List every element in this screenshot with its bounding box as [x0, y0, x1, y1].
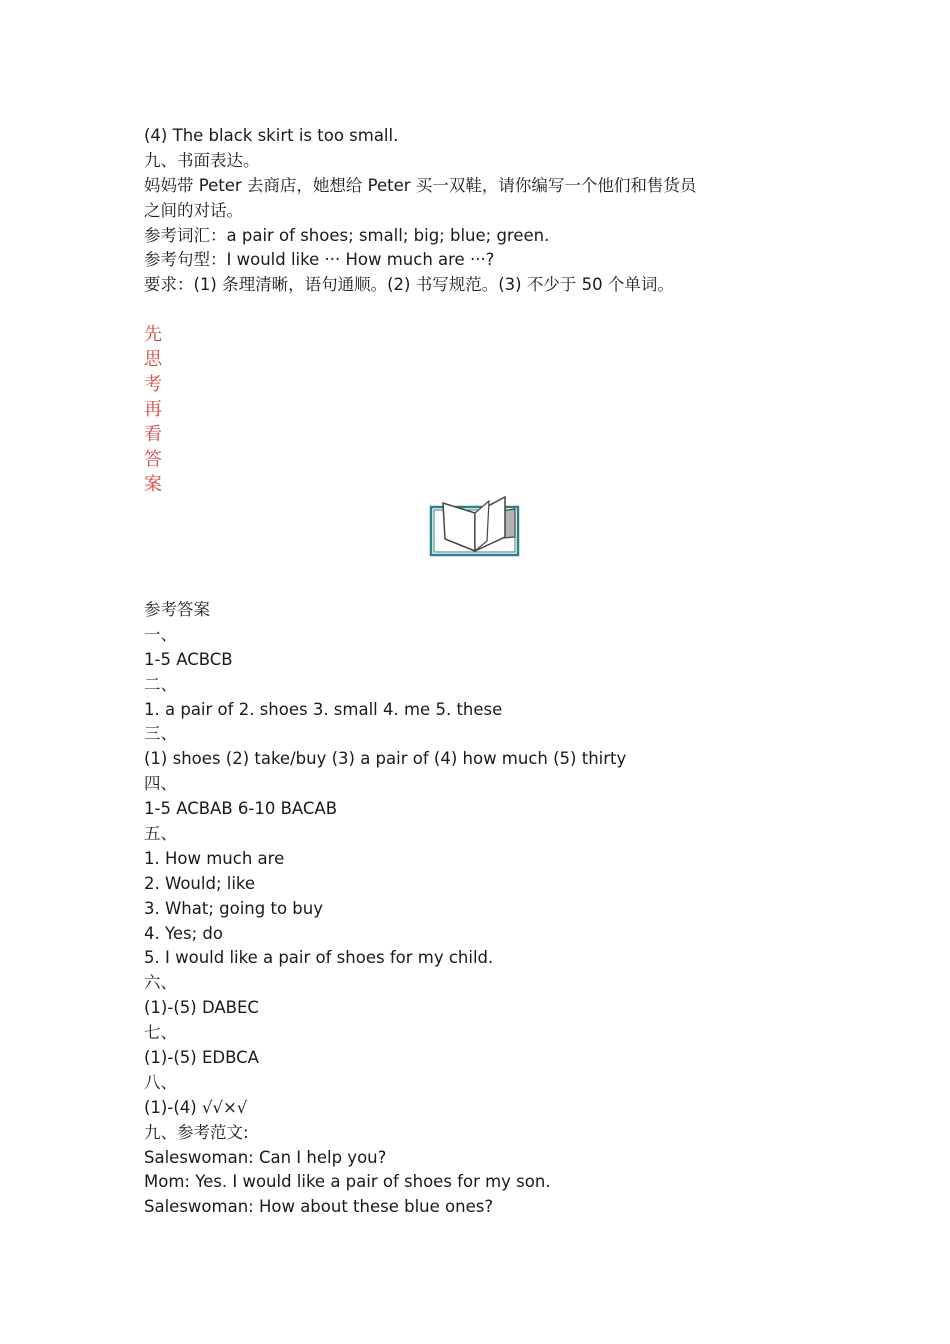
writing-prompt-line-2: 之间的对话。 [144, 200, 243, 220]
writing-prompt-line-1: 妈妈带 Peter 去商店，她想给 Peter 买一双鞋，请你编写一个他们和售货员 [144, 175, 697, 195]
answer-line: Mom: Yes. I would like a pair of shoes for my son. [144, 1172, 551, 1192]
answer-line: 三、 [144, 724, 177, 744]
think-first-prompt [144, 323, 844, 497]
answer-line: 一、 [144, 624, 177, 644]
prompt-char: 再 [144, 398, 162, 420]
answer-line: 七、 [144, 1023, 177, 1043]
answer-line: Saleswoman: How about these blue ones? [144, 1197, 494, 1217]
answer-line: (1)-(5) EDBCA [144, 1048, 259, 1068]
answer-line: 六、 [144, 973, 177, 993]
requirements: 要求：(1) 条理清晰，语句通顺。(2) 书写规范。(3) 不少于 50 个单词。 [144, 275, 674, 295]
reference-sentence-pattern: 参考句型：I would like ··· How much are ···? [144, 250, 495, 270]
answer-line: 二、 [144, 674, 177, 694]
answer-line: 1. a pair of 2. shoes 3. small 4. me 5. these [144, 699, 503, 719]
answer-line: 1-5 ACBAB 6-10 BACAB [144, 799, 338, 819]
answer-line: 3. What; going to buy [144, 898, 323, 918]
question-item-4: (4) The black skirt is too small. [144, 126, 399, 145]
answer-line: 四、 [144, 774, 177, 794]
prompt-char: 答 [144, 448, 162, 470]
answer-key [144, 598, 844, 1220]
prompt-char: 思 [144, 349, 162, 371]
answer-line: 2. Would; like [144, 873, 256, 893]
answer-line: (1) shoes (2) take/buy (3) a pair of (4) how much (5) thirty [144, 749, 627, 769]
answer-line: 八、 [144, 1072, 177, 1092]
answer-line: Saleswoman: Can I help you? [144, 1147, 387, 1167]
answer-key-title: 参考答案 [144, 600, 210, 619]
answer-line: (1)-(4) √√×√ [144, 1097, 248, 1117]
prompt-char: 案 [144, 473, 162, 495]
answer-line: 1. How much are [144, 848, 285, 868]
answer-line: 九、参考范文: [144, 1122, 249, 1142]
section-9-heading: 九、书面表达。 [144, 150, 260, 170]
reference-vocabulary: 参考词汇：a pair of shoes; small; big; blue; green. [144, 225, 550, 245]
answer-line: (1)-(5) DABEC [144, 998, 259, 1018]
prompt-char: 看 [144, 423, 162, 445]
question-section [144, 124, 844, 497]
prompt-char: 先 [144, 324, 162, 346]
answer-line: 5. I would like a pair of shoes for my child. [144, 948, 494, 968]
answer-line: 五、 [144, 824, 177, 844]
answer-line: 4. Yes; do [144, 923, 223, 943]
open-book-icon [429, 495, 521, 559]
answer-line: 1-5 ACBCB [144, 649, 233, 669]
prompt-char: 考 [144, 374, 162, 396]
